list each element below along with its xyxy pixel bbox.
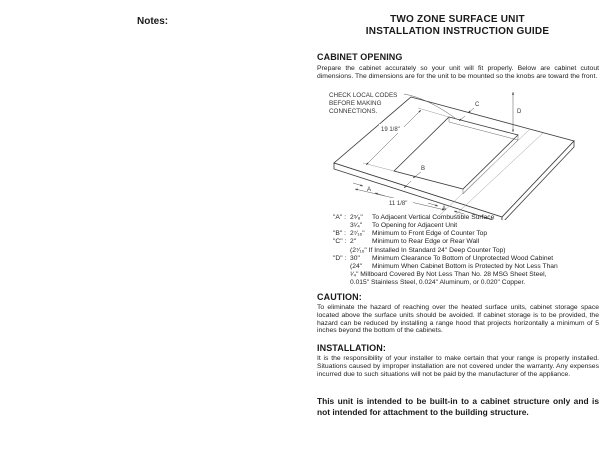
dim-desc: Minimum Clearance To Bottom of Unprotected Wood Cabinet (372, 254, 554, 262)
callout-line2: BEFORE MAKING (329, 100, 382, 107)
dim-key: "C" : (333, 238, 347, 246)
dim-desc: To Opening for Adjacent Unit (372, 222, 458, 230)
dim-a-left-label: A (367, 187, 372, 193)
dim-key (333, 222, 350, 230)
dim-key: "D" : (333, 254, 347, 262)
dim-row (333, 255, 597, 263)
dim-a-left-arrow-2 (375, 193, 385, 196)
dim-value: 2⁵⁄₈" (350, 214, 363, 221)
cabinet-opening-body: Prepare the cabinet accurately so your unit will fit properly. Below are cabinet cutout dimensions. The dimensions are for the unit to be mounted so the knobs are toward the front. (317, 65, 599, 80)
dim-b-label: B (421, 166, 426, 172)
dim-value: (24" (350, 262, 363, 270)
dim-c-label: C (475, 102, 480, 108)
dim-key: "A" : (333, 214, 346, 221)
dim-a-right-arrow-1 (428, 203, 438, 206)
dim-width-label: 11 1/8" (389, 201, 408, 207)
dim-key (333, 271, 350, 279)
dim-desc: Minimum to Rear Edge or Rear Wall (372, 238, 480, 246)
dim-desc: Minimum to Front Edge of Counter Top (372, 230, 488, 238)
cabinet-opening-heading: CABINET OPENING (317, 52, 403, 62)
dim-desc: To Adjacent Vertical Combustible Surface (372, 214, 495, 221)
dim-c-arrow-1 (468, 108, 474, 113)
dimension-legend (333, 214, 597, 287)
dim-desc: 0.015" Stainless Steel, 0.024" Aluminum, or 0.020" Copper. (350, 279, 526, 287)
installation-heading: INSTALLATION: (317, 343, 386, 353)
dim-key (333, 279, 350, 287)
dim-desc: Minimum When Cabinet Bottom is Protected by Not Less Than (372, 262, 558, 270)
dim-key (333, 247, 350, 255)
dim-row (333, 222, 597, 230)
doc-title-line1: TWO ZONE SURFACE UNIT (390, 14, 525, 25)
dim-desc: ¹⁄₄" Millboard Covered By Not Less Than No. 28 MSG Sheet Steel, (350, 271, 547, 279)
dim-length-label: 19 1/8" (381, 127, 400, 133)
callout-line3: CONNECTIONS. (329, 108, 378, 115)
dim-a-left-arrow-1 (353, 183, 363, 186)
callout-line1: CHECK LOCAL CODES (329, 92, 398, 99)
dim-d-label: D (517, 109, 522, 115)
caution-heading: CAUTION: (317, 292, 362, 302)
cutout-diagram (325, 88, 600, 220)
dim-row (333, 271, 597, 279)
doc-title (317, 14, 598, 37)
dim-row (333, 230, 597, 238)
caution-body: To eliminate the hazard of reaching over the heated surface units, cabinet storage space located above the surface units should be avoided. If cabinet storage is to be provided, the hazard can be reduced by installing a range hood that projects horizontally a minimum of 5 inches beyond the bottom of the cabinets. (317, 304, 599, 335)
dim-row (333, 214, 597, 222)
dim-row (333, 247, 597, 255)
dim-a-right-label: A (442, 206, 447, 212)
dim-key (333, 263, 350, 271)
doc-title-line2: INSTALLATION INSTRUCTION GUIDE (365, 25, 550, 37)
dim-value: 3¹⁄₄" (350, 222, 363, 230)
dim-row (333, 279, 597, 287)
closing-statement: This unit is intended to be built-in to a cabinet structure only and is not intended for attachment to the building structure. (317, 396, 599, 417)
dim-row (333, 238, 597, 246)
dim-value: 2⁷⁄₁₆" (350, 230, 365, 238)
dim-row (333, 263, 597, 271)
installation-body: It is the responsibility of your installer to make certain that your range is properly installed. Situations caused by improper installation are not covered under the warranty. Any expenses incurred due to such situations will not be paid by the manufacturer of the appliance. (317, 355, 599, 378)
notes-label: Notes: (137, 16, 169, 27)
dim-desc: (2⁷⁄₁₆" If Installed In Standard 24" Deep Counter Top) (350, 246, 506, 254)
dim-value: 2" (350, 238, 357, 246)
dim-value: 30" (350, 254, 360, 262)
dim-key: "B" : (333, 230, 346, 238)
